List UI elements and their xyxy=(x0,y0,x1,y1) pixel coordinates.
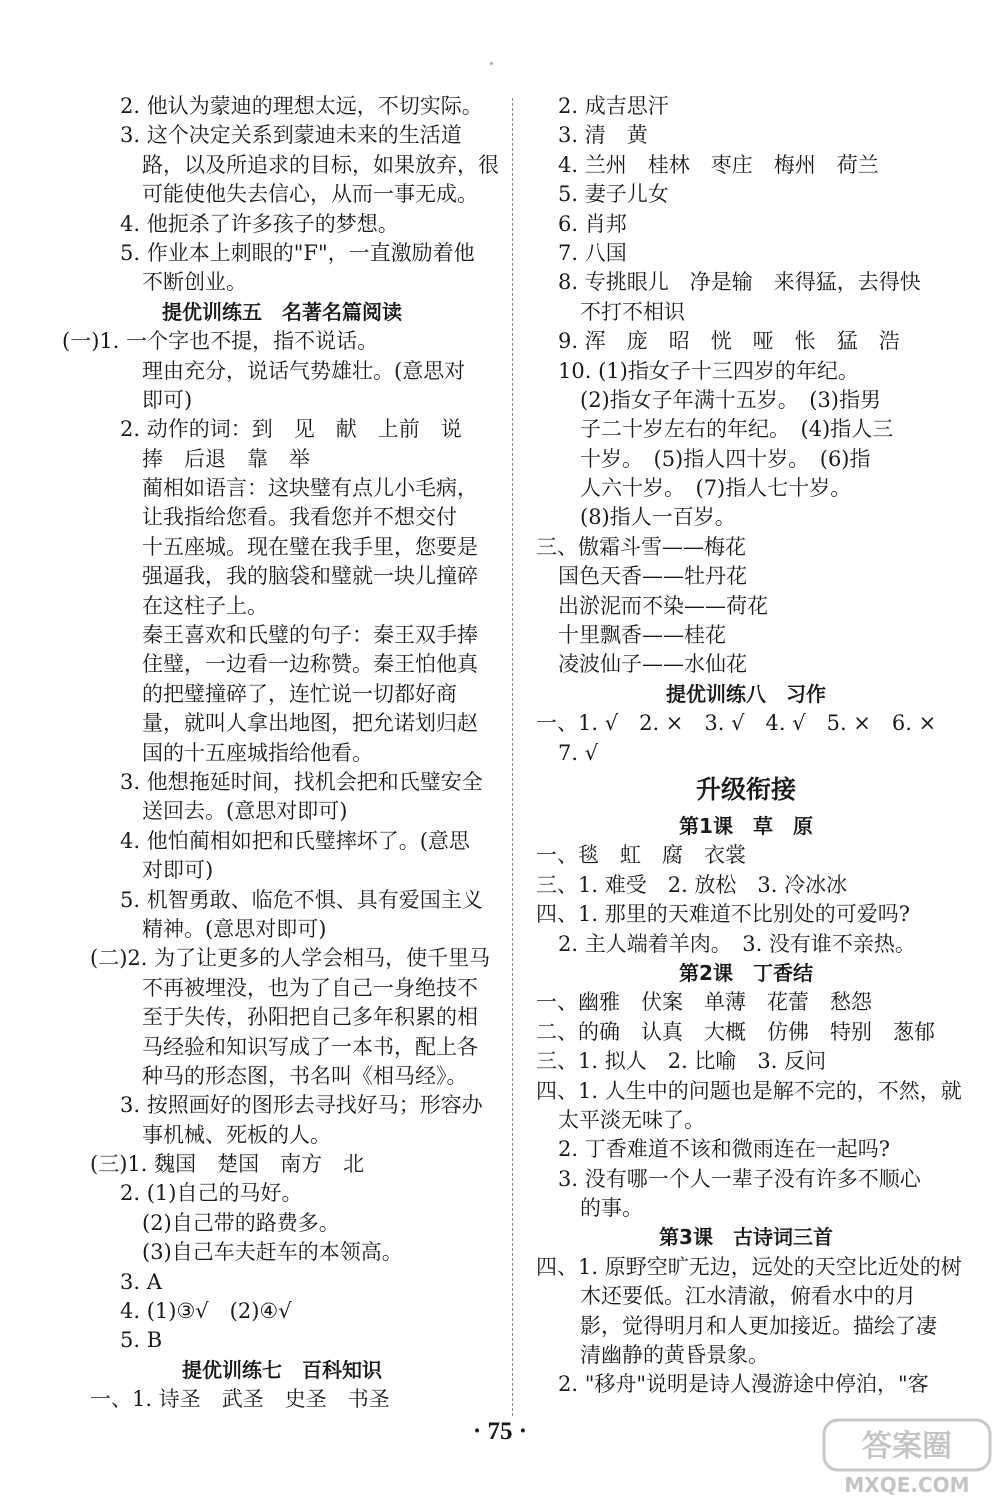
left-column xyxy=(62,92,502,1415)
answer-line: 送回去。(意思对即可) xyxy=(142,799,348,824)
answer-line: 可能使他失去信心，从而一事无成。 xyxy=(142,182,478,207)
answer-line: 9. 浑 庞 昭 恍 哑 怅 猛 浩 xyxy=(558,329,900,354)
answer-line: 即可) xyxy=(142,387,193,412)
answer-line: 4. 兰州 桂林 枣庄 梅州 荷兰 xyxy=(558,152,879,177)
answer-line: 不断创业。 xyxy=(142,270,247,295)
section-heading: 提优训练八 习作 xyxy=(666,681,826,706)
answer-line: 子二十岁左右的年纪。 (4)指人三 xyxy=(580,417,894,442)
answer-line: 8. 专挑眼儿 净是输 来得猛，去得快 xyxy=(558,270,921,295)
right-column xyxy=(536,92,962,1400)
answer-line: 在这柱子上。 xyxy=(142,593,268,618)
answer-line: 2. (1)自己的马好。 xyxy=(120,1181,303,1206)
answer-line: 住璧，一边看一边称赞。秦王怕他真 xyxy=(142,652,478,677)
section-heading: 提优训练七 百科知识 xyxy=(182,1357,382,1382)
answer-line: 2. 主人端着羊肉。 3. 没有谁不亲热。 xyxy=(558,931,916,956)
answer-line: (8)指人一百岁。 xyxy=(580,505,736,530)
answer-line: 木还要低。江水清澈，俯看水中的月 xyxy=(580,1284,916,1309)
answer-line: 7. √ xyxy=(558,740,599,765)
answer-line: (2)自己带的路费多。 xyxy=(142,1210,340,1235)
answer-line: 对即可) xyxy=(142,858,214,883)
answer-line: 3. 没有哪一个人一辈子没有许多不顺心 xyxy=(558,1166,921,1191)
answer-line: 3. A xyxy=(120,1269,162,1294)
answer-line: 四、1. 人生中的问题也是解不完的，不然，就 xyxy=(536,1078,962,1103)
answer-line: 秦王喜欢和氏璧的句子：秦王双手捧 xyxy=(142,623,478,648)
answer-line: 量，就叫人拿出地图，把允诺划归赵 xyxy=(142,711,478,736)
answer-line: 国色天香——牡丹花 xyxy=(558,564,747,589)
answer-line: 4. (1)③√ (2)④√ xyxy=(120,1299,292,1324)
answer-line: 2. 他认为蒙迪的理想太远，不切实际。 xyxy=(120,94,483,118)
svg-text:MXQE.COM: MXQE.COM xyxy=(844,1473,970,1496)
answer-line: (二)2. 为了让更多的人学会相马，使千里马 xyxy=(90,946,491,971)
answer-line: 捧 后退 靠 举 xyxy=(142,446,310,471)
answer-line: 蔺相如语言：这块璧有点儿小毛病， xyxy=(142,476,478,501)
section-heading: 第1课 草 原 xyxy=(679,813,813,838)
answer-line: 凌波仙子——水仙花 xyxy=(558,652,747,677)
answer-line: 4. 他扼杀了许多孩子的梦想。 xyxy=(120,211,399,236)
answer-line: 至于失传，孙阳把自己多年积累的相 xyxy=(142,1005,478,1030)
svg-text:答案圈: 答案圈 xyxy=(862,1429,952,1464)
answer-line: 不打不相识 xyxy=(580,299,685,324)
answer-line: 影，觉得明月和人更加接近。描绘了凄 xyxy=(580,1313,937,1338)
page-number: · 75 · xyxy=(472,1418,528,1445)
answer-line: 5. 妻子儿女 xyxy=(558,182,669,207)
answer-line: 十五座城。现在璧在我手里，您要是 xyxy=(142,534,478,559)
answer-line: 出淤泥而不染——荷花 xyxy=(558,593,768,618)
answer-line: 10. (1)指女子十三四岁的年纪。 xyxy=(558,358,859,383)
answer-line: 2. 成吉思汗 xyxy=(558,94,669,118)
answer-line: 路，以及所追求的目标，如果放弃，很 xyxy=(142,152,499,177)
answer-line: 一、幽雅 伏案 单薄 花蕾 愁怨 xyxy=(536,990,872,1015)
chapter-title: 升级衔接 xyxy=(695,774,796,804)
answer-line: 三、1. 难受 2. 放松 3. 冷冰冰 xyxy=(536,872,848,897)
section-heading: 提优训练五 名著名篇阅读 xyxy=(162,299,402,324)
answer-line: 3. 清 黄 xyxy=(558,123,648,148)
answer-line: 5. 作业本上刺眼的"F"，一直激励着他 xyxy=(120,240,475,265)
column-divider xyxy=(512,98,513,1416)
answer-line: 的事。 xyxy=(580,1196,643,1221)
section-heading: 第2课 丁香结 xyxy=(679,960,813,985)
answer-line: 不再被埋没，也为了自己一身绝技不 xyxy=(142,975,478,1000)
answer-line: 2. "移舟"说明是诗人漫游途中停泊，"客 xyxy=(558,1372,929,1397)
answer-line: 让我指给您看。我看您并不想交付 xyxy=(142,505,457,530)
answer-line: 三、傲霜斗雪——梅花 xyxy=(536,534,746,559)
answer-line: 3. 这个决定关系到蒙迪未来的生活道 xyxy=(120,123,462,148)
answer-line: 清幽静的黄昏景象。 xyxy=(580,1343,769,1368)
answer-line: 2. 丁香难道不该和微雨连在一起吗? xyxy=(558,1137,890,1162)
answer-line: 3. 按照画好的图形去寻找好马；形容办 xyxy=(120,1093,483,1118)
answer-line: 四、1. 那里的天难道不比别处的可爱吗? xyxy=(536,902,910,927)
answer-line: 的把璧撞碎了，连忙说一切都好商 xyxy=(142,681,457,706)
answer-line: (3)自己车夫赶车的本领高。 xyxy=(142,1240,403,1265)
watermark-logo xyxy=(822,1418,992,1496)
answer-line: 3. 他想拖延时间，找机会把和氏璧安全 xyxy=(120,769,483,794)
answer-line: 事机械、死板的人。 xyxy=(142,1122,331,1147)
answer-line: 一、毯 虹 腐 衣裳 xyxy=(536,843,746,868)
answer-line: (2)指女子年满十五岁。 (3)指男 xyxy=(580,387,881,412)
answer-line: (三)1. 魏国 楚国 南方 北 xyxy=(90,1152,365,1177)
answer-line: 十岁。 (5)指人四十岁。 (6)指 xyxy=(580,446,871,471)
answer-line: 7. 八国 xyxy=(558,240,627,265)
scan-dot xyxy=(490,62,493,65)
answer-line: 四、1. 原野空旷无边，远处的天空比近处的树 xyxy=(536,1254,962,1279)
answer-line: 十里飘香——桂花 xyxy=(558,623,726,648)
answer-line: 二、的确 认真 大概 仿佛 特别 葱郁 xyxy=(536,1019,935,1044)
answer-line: 6. 肖邦 xyxy=(558,211,627,236)
answer-line: 太平淡无味了。 xyxy=(558,1107,705,1132)
answer-line: 一、1. √ 2. × 3. √ 4. √ 5. × 6. × xyxy=(536,711,937,736)
answer-line: 强逼我，我的脑袋和璧就一块儿撞碎 xyxy=(142,564,478,589)
section-heading: 第3课 古诗词三首 xyxy=(659,1225,833,1250)
answer-line: 5. 机智勇敢、临危不惧、具有爱国主义 xyxy=(120,887,483,912)
answer-line: 三、1. 拟人 2. 比喻 3. 反问 xyxy=(536,1049,827,1074)
answer-line: 人六十岁。 (7)指人七十岁。 xyxy=(580,476,852,501)
answer-line: 精神。(意思对即可) xyxy=(142,916,327,941)
answer-line: 理由充分，说话气势雄壮。(意思对 xyxy=(142,358,466,383)
answer-line: 种马的形态图，书名叫《相马经》。 xyxy=(142,1063,468,1088)
answer-line: 4. 他怕蔺相如把和氏璧摔坏了。(意思 xyxy=(120,828,470,853)
answer-line: 一、1. 诗圣 武圣 史圣 书圣 xyxy=(90,1387,390,1412)
answer-line: (一)1. 一个字也不提，指不说话。 xyxy=(62,329,379,354)
answer-line: 2. 动作的词：到 见 献 上前 说 xyxy=(120,417,462,442)
answer-line: 马经验和知识写成了一本书，配上各 xyxy=(142,1034,478,1059)
answer-line: 国的十五座城指给他看。 xyxy=(142,740,373,765)
answer-line: 5. B xyxy=(120,1328,163,1353)
